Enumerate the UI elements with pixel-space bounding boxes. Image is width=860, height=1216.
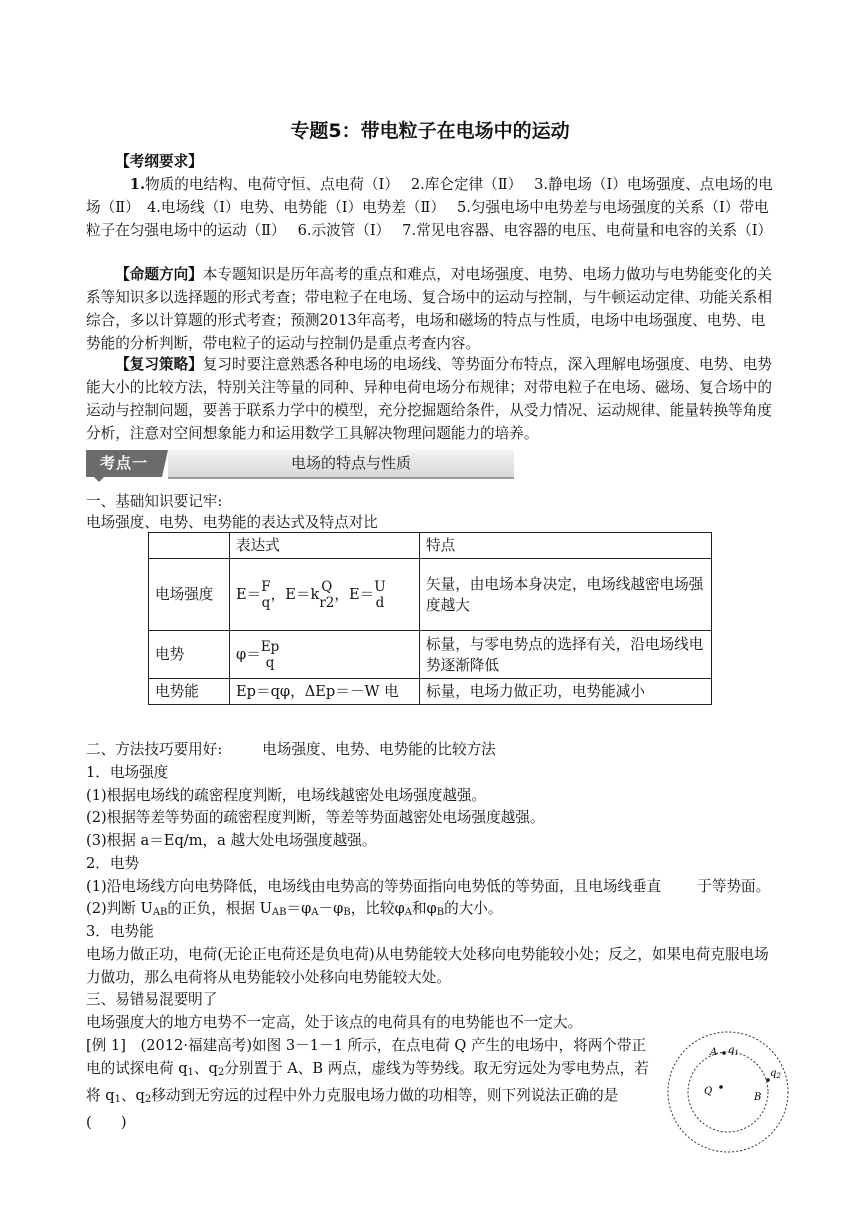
row-expression: φ＝ Ep q — [230, 631, 420, 679]
s2-line: (1)沿电场线方向电势降低，电场线由电势高的等势面指向电势低的等势面，且电场线垂直 于等势面。 — [86, 878, 771, 895]
comparison-table — [148, 532, 712, 705]
table-row — [149, 631, 712, 679]
section1-heading: 一、基础知识要记牢: — [86, 493, 223, 510]
s3-title: 3．电势能 — [86, 923, 154, 940]
row-expression: Ep＝qφ，ΔEp＝－W 电 — [230, 679, 420, 705]
mingti-section — [86, 263, 776, 355]
topic-banner — [86, 450, 514, 477]
example-text: [例 1] (2012·福建高考)如图 3－1－1 所示，在点电荷 Q 产生的电场中，将两个带正电的试探电荷 $q_1$、$q_2$分别置于 A、B 两点，虚线为等势线。取无穷远处为零电势点，若将 $q_1$、$q_2$移动到无穷远的过程中外力克服电场力做的功相等，则下列说法正确的是( ) — [86, 1037, 649, 1131]
s1-line: (1)根据电场线的疏密程度判断，电场线越密处电场强度越强。 — [86, 787, 487, 804]
section1-subheading: 电场强度、电势、电势能的表达式及特点对比 — [86, 514, 378, 531]
row-name: 电势 — [149, 631, 230, 679]
label-a: A — [710, 1047, 718, 1058]
s1-line: (2)根据等差等势面的疏密程度判断，等差等势面越密处电场强度越强。 — [86, 809, 545, 826]
fraction: F q — [261, 578, 271, 611]
row-expression: E＝ F q ，E＝k Q r2 ，E＝ U d — [230, 559, 420, 631]
fuxi-section — [86, 353, 776, 445]
kaogang-heading: 【考纲要求】 — [115, 153, 203, 170]
fraction: Ep q — [260, 638, 280, 671]
section3-text: 电场强度大的地方电势不一定高，处于该点的电荷具有的电势能也不一定大。 — [86, 1014, 583, 1031]
mingti-text: 本专题知识是历年高考的重点和难点，对电场强度、电势、电场力做功与电势能变化的关系等知识多以选择题的形式考查；带电粒子在电场、复合场中的运动与控制，与牛顿运动定律、功能关系相综合，多以计算题的形式考查；预测2013年高考，电场和磁场的特点与性质，电场中电场强度、电势、电势能的分析判断，带电粒子的运动与控制仍是重点考查内容。 — [86, 266, 772, 352]
s2-title: 2．电势 — [86, 855, 140, 872]
s1-title: 1．电场强度 — [86, 764, 169, 781]
table-header-cell — [149, 533, 230, 559]
table-header-cell: 特点 — [420, 533, 712, 559]
charge-q-dot — [719, 1085, 723, 1089]
table-header-row — [149, 533, 712, 559]
kaogang-num: 1. — [129, 176, 146, 193]
label-b: B — [754, 1092, 762, 1103]
section2-heading: 二、方法技巧要用好: 电场强度、电势、电势能的比较方法 — [86, 741, 496, 758]
label-q: Q — [704, 1086, 713, 1097]
label-q1: $q_1$ — [728, 1045, 739, 1057]
fraction: Q r2 — [319, 578, 335, 611]
page-title: 专题5：带电粒子在电场中的运动 — [290, 120, 570, 142]
table-row — [149, 559, 712, 631]
kaogang-body: 物质的电结构、电荷守恒、点电荷（Ⅰ） 2.库仑定律（Ⅱ） 3.静电场（Ⅰ）电场强度、点电场的电场（Ⅱ） 4.电场线（Ⅰ）电势、电势能（Ⅰ）电势差（Ⅱ） 5.匀强电场中电势差与电场强度的关系（Ⅰ）带电粒子在匀强电场中的运动（Ⅱ） 6.示波管（Ⅰ） 7.常见电容器、电容器的电压、电荷量和电容的关系（Ⅰ） — [86, 176, 773, 239]
fraction: U d — [374, 578, 386, 611]
row-name: 电势能 — [149, 679, 230, 705]
s3-text: 电场力做正功，电荷(无论正电荷还是负电荷)从电势能较大处移向电势能较小处；反之，如果电荷克服电场力做功，那么电荷将从电势能较小处移向电势能较大处。 — [86, 946, 769, 986]
label-q2: $q_2$ — [770, 1068, 781, 1080]
row-feature: 标量，电场力做正功，电势能减小 — [420, 679, 712, 705]
banner-bar — [168, 450, 514, 479]
s1-line: (3)根据 a＝Eq/m，a 越大处电场强度越强。 — [86, 832, 377, 849]
mingti-heading: 【命题方向】 — [115, 266, 203, 283]
table-row — [149, 679, 712, 705]
section3-heading: 三、易错易混要明了 — [86, 991, 218, 1008]
fuxi-heading: 【复习策略】 — [115, 356, 203, 373]
s2-line: (2)判断 $U_{AB}$的正负，根据 $U_{AB}=\varphi_A-\varphi_B$，比较$\varphi_A$和$\varphi_B$的大小。 — [86, 900, 503, 918]
kaogang-section — [86, 150, 776, 173]
banner-pointer — [94, 477, 104, 482]
fuxi-text: 复习时要注意熟悉各种电场的电场线、等势面分布特点，深入理解电场强度、电势、电势能大小的比较方法，特别关注等量的同种、异种电荷电场分布规律；对带电粒子在电场、磁场、复合场中的运动与控制问题，要善于联系力学中的模型，充分挖掘题给条件，从受力情况、运动规律、能量转换等角度分析，注意对空间想象能力和运用数学工具解决物理问题能力的培养。 — [86, 356, 772, 442]
row-feature: 标量，与零电势点的选择有关，沿电场线电势逐渐降低 — [420, 631, 712, 679]
table-header-cell: 表达式 — [230, 533, 420, 559]
equipotential-figure — [666, 1026, 796, 1156]
point-a-dot — [722, 1051, 726, 1055]
row-name: 电场强度 — [149, 559, 230, 631]
banner-tag: 考点一 — [86, 450, 162, 477]
row-feature: 矢量，由电场本身决定，电场线越密电场强度越大 — [420, 559, 712, 631]
banner-title: 电场的特点与性质 — [290, 454, 411, 472]
kaogang-text — [86, 173, 776, 242]
